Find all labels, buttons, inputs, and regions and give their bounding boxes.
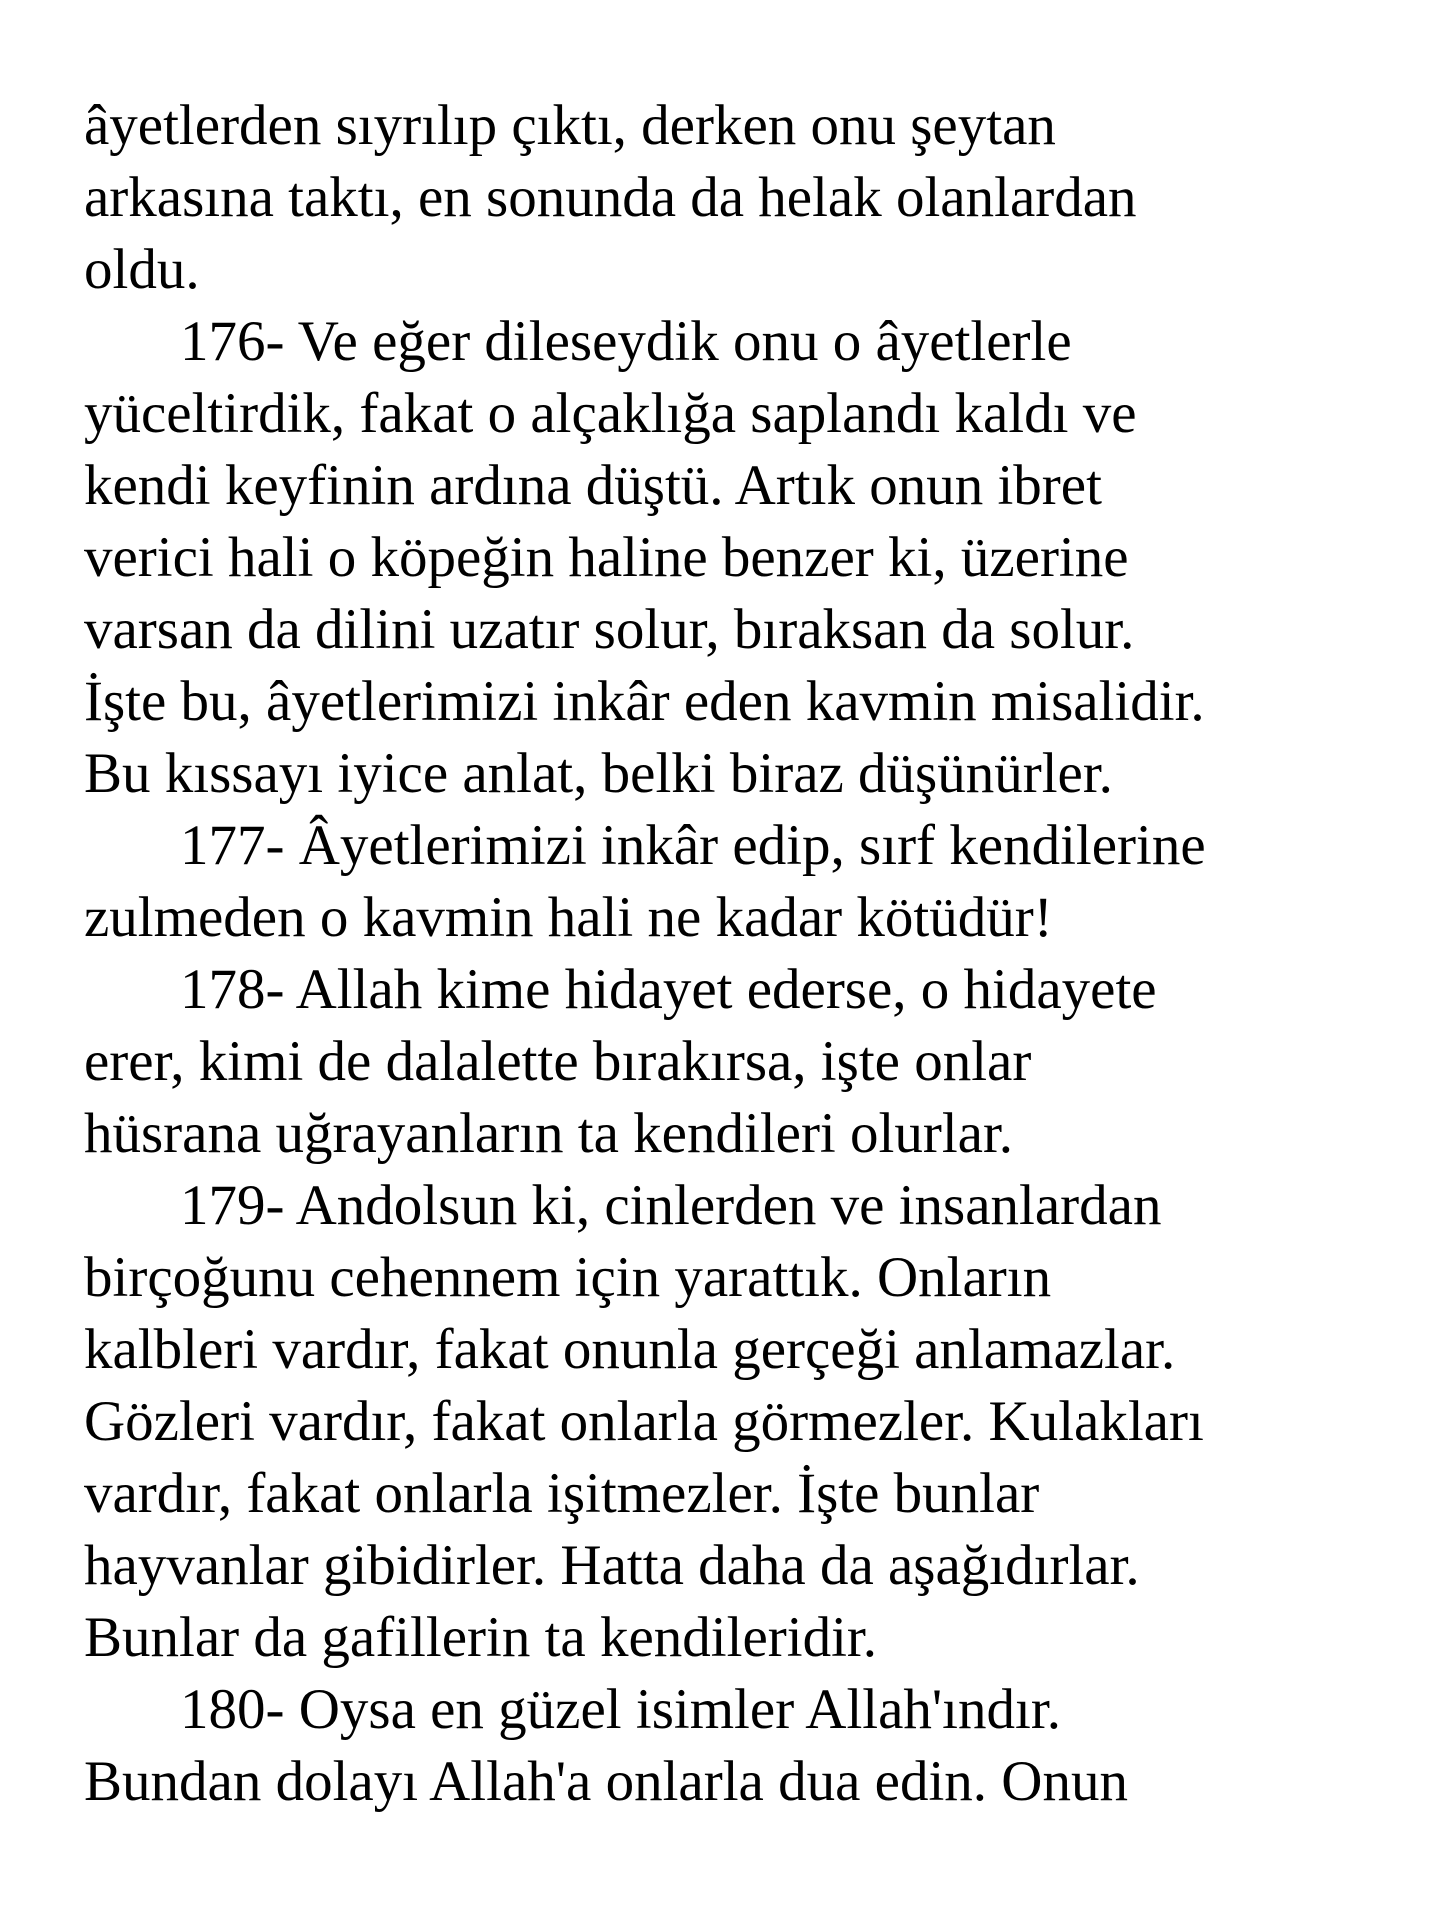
verse-179-start: 179- Andolsun ki, cinlerden ve insanlardan xyxy=(180,1174,1162,1237)
text-line: birçoğunu cehennem için yarattık. Onların xyxy=(84,1246,1052,1309)
text-line: hüsrana uğrayanların ta kendileri olurlar. xyxy=(84,1102,1014,1165)
text-line: erer, kimi de dalalette bırakırsa, işte onlar xyxy=(84,1030,1032,1093)
verse-176-start: 176- Ve eğer dileseydik onu o âyetlerle xyxy=(180,310,1072,373)
text-line: verici hali o köpeğin haline benzer ki, üzerine xyxy=(84,526,1129,589)
text-line: Bunlar da gafillerin ta kendileridir. xyxy=(84,1606,877,1669)
text-line: kendi keyfinin ardına düştü. Artık onun ibret xyxy=(84,454,1102,517)
text-line: varsan da dilini uzatır solur, bıraksan da solur. xyxy=(84,598,1135,661)
text-line: vardır, fakat onlarla işitmezler. İşte bunlar xyxy=(84,1462,1040,1525)
text-line: Bu kıssayı iyice anlat, belki biraz düşünürler. xyxy=(84,742,1113,805)
text-line: âyetlerden sıyrılıp çıktı, derken onu şeytan xyxy=(84,94,1056,157)
text-line: yüceltirdik, fakat o alçaklığa saplandı kaldı ve xyxy=(84,382,1137,445)
verse-177-start: 177- Âyetlerimizi inkâr edip, sırf kendilerine xyxy=(180,814,1206,877)
text-line: hayvanlar gibidirler. Hatta daha da aşağıdırlar. xyxy=(84,1534,1140,1597)
text-line: arkasına taktı, en sonunda da helak olanlardan xyxy=(84,166,1137,229)
text-line: Bundan dolayı Allah'a onlarla dua edin. Onun xyxy=(84,1750,1128,1813)
verse-178-start: 178- Allah kime hidayet ederse, o hidayete xyxy=(180,958,1157,1021)
text-line: kalbleri vardır, fakat onunla gerçeği anlamazlar. xyxy=(84,1318,1176,1381)
text-line: zulmeden o kavmin hali ne kadar kötüdür! xyxy=(84,886,1053,949)
text-line: İşte bu, âyetlerimizi inkâr eden kavmin misalidir. xyxy=(84,670,1205,733)
verse-180-start: 180- Oysa en güzel isimler Allah'ındır. xyxy=(180,1678,1061,1741)
text-line: Gözleri vardır, fakat onlarla görmezler. Kulakları xyxy=(84,1390,1204,1453)
text-line: oldu. xyxy=(84,238,200,301)
document-page xyxy=(84,90,1384,1818)
